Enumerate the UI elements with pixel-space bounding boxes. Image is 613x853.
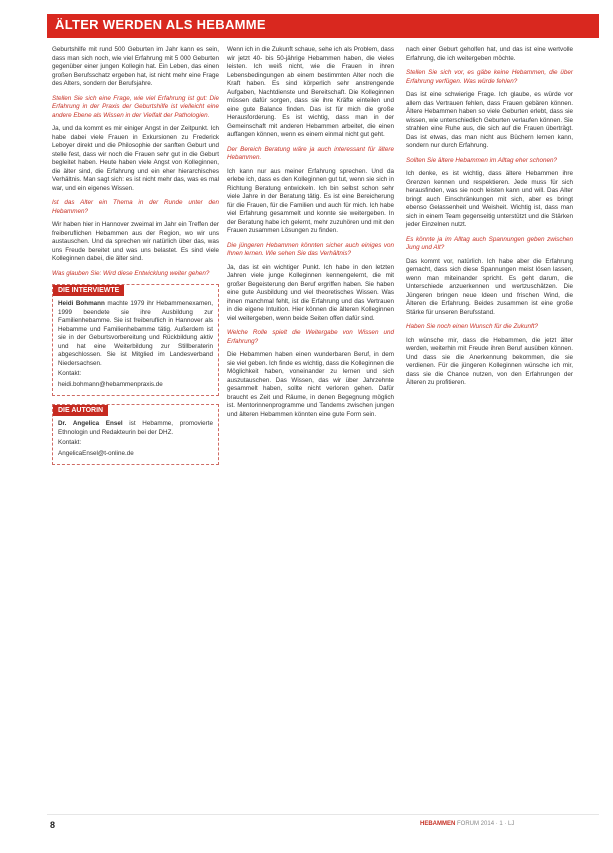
interview-question: Die jüngeren Hebammen könnten sicher auch einiges von Ihnen lernen. Wie sehen Sie das Verhältnis? [227, 241, 394, 257]
interview-question: Stellen Sie sich eine Frage, wie viel Erfahrung ist gut: Die Erfahrung in der Praxis der Geburtshilfe ist vielleicht eine andere Ebene als Wissen in der Vielfalt der Pathologien. [52, 94, 219, 119]
box-heading: DIE AUTORIN [53, 405, 108, 416]
paragraph: Die Hebammen haben einen wunderbaren Beruf, in dem sie viel geben. Ich finde es wichtig, dass die Kolleginnen die Möglichkeit haben, voneinander zu lernen und sich auszutauschen. Das Wissen, das wir über Jahrzehnte gesammelt haben, sollte nicht verloren gehen. Dafür braucht es Zeit und Räume, in denen Begegnung möglich ist. Mentorinnenprogramme und Tandems zwischen jungen und älteren Hebammen könnten eine gute Form sein. [227, 351, 394, 418]
column-2 [227, 46, 394, 425]
interview-question: Der Bereich Beratung wäre ja auch interessant für ältere Hebammen. [227, 145, 394, 161]
bio-name: Dr. Angelica Ensel [58, 420, 123, 427]
interview-question: Haben Sie noch einen Wunsch für die Zukunft? [406, 323, 538, 330]
section-header [47, 14, 599, 38]
paragraph: Ich denke, es ist wichtig, dass ältere Hebammen ihre Grenzen kennen und respektieren. Jede muss für sich herausfinden, was sie noch leisten kann und will. Das Alter bringt auch Einschränkungen mit sich, aber es bringt ebenso Gelassenheit und Weisheit. Wichtig ist, dass man sich in einem Team gegenseitig unterstützt und die Stärken jeder Einzelnen nutzt. [406, 170, 573, 228]
paragraph: Das kommt vor, natürlich. Ich habe aber die Erfahrung gemacht, dass sich diese Spannungen meist lösen lassen, wenn man miteinander spricht. Es geht darum, die Unterschiede anzuerkennen und wertzuschätzen. Die Jüngeren bringen neue Ideen und frischen Wind, die Älteren die Erfahrung. Beides zusammen ist eine große Stärke für unseren Berufsstand. [406, 257, 573, 316]
contact-email[interactable]: heidi.bohmann@hebammenpraxis.de [58, 380, 163, 388]
contact-label: Kontakt: [58, 439, 82, 446]
interview-question: Es könnte ja im Alltag auch Spannungen geben zwischen Jung und Alt? [406, 235, 573, 251]
paragraph: Wenn ich in die Zukunft schaue, sehe ich als Problem, dass wir jetzt 40- bis 50-jährige Hebammen haben, die vieles leisten. Ich weiß nicht, wie die Frauen in ihren Lebensbedingungen ab einem bestimmten Alter noch die Kraft haben. Es sind körperlich sehr anstrengende Aufgaben, Nachtdienste und Bereitschaft. Die Kolleginnen müssen dafür sorgen, dass sie ihre Kräfte einteilen und eine gute Balance finden. Das ist für mich die große Herausforderung. Es ist wichtig, dass man in der Gemeinschaft mit anderen Hebammen arbeitet, die einen auffangen können, wenn es einem einmal nicht gut geht. [227, 46, 394, 138]
column-1 [52, 46, 219, 473]
section-title: ÄLTER WERDEN ALS HEBAMME [55, 17, 266, 32]
contact-email[interactable]: AngelicaEnsel@t-online.de [58, 449, 134, 457]
interview-question: Stellen Sie sich vor, es gäbe keine Hebammen, die über Erfahrung verfügen. Was würde fehlen? [406, 69, 573, 85]
paragraph: Ich wünsche mir, dass die Hebammen, die jetzt älter werden, weiterhin mit Freude ihren Beruf ausüben können. Und dass sie die Anerkennung bekommen, die sie verdienen. Für die jüngeren Kolleginnen wünsche ich mir, dass sie die Chance nutzen, von den Erfahrungen der Älteren zu profitieren. [406, 336, 573, 386]
paragraph: nach einer Geburt geholfen hat, und das ist eine wertvolle Erfahrung, die ich weitergeben möchte. [406, 46, 573, 62]
footer-divider [47, 814, 599, 815]
box-heading: DIE INTERVIEWTE [53, 285, 124, 296]
bio-body: ist Hebamme, promovierte Ethnologin und Redakteurin bei der DHZ. [58, 420, 213, 436]
contact-label: Kontakt: [58, 370, 82, 377]
bio-body: machte 1979 ihr Hebammenexamen, 1999 beendete sie ihre Ausbildung zur Familienhebamme. Sie ist freiberuflich in Hannover als Hebamme und Familienhebamme tätig. Außerdem ist sie in der Geburtsvorbereitung und Rückbildung aktiv und hat eine Weiterbildung zur Stillberaterin abgeschlossen. Sie ist Mitglied im Landesverband Niedersachsen. [58, 300, 214, 367]
paragraph: Geburtshilfe mit rund 500 Geburten im Jahr kann es sein, dass man sich noch, wie viel Erfahrung mit 5 000 Geburten gegenüber einer jungen Kollegin hat. Ein Leben, das einen großen Berufsschatz ergeben hat, ist nicht mehr eine Frage des Alters, sondern der Berufsjahre. [52, 46, 219, 87]
paragraph: Ja, und da kommt es mir einiger Angst in der Zeitpunkt. Ich habe dabei viele Frauen in Exkursionen zu Frederick Leboyer direkt und die Philosophie der sanften Geburt und stelle fest, dass wir noch die Frauen sehr gut in die Geburt begleitet haben. Heute haben viele Angst von Kolleginnen, die älter sind, die Erfahrung und ein eher hierarchisches Verhältnis. Man sagt sich: es ist nicht mehr das, was es mal war, und ein eigenes Wissen. [52, 125, 219, 192]
paragraph: Wir haben hier in Hannover zweimal im Jahr ein Treffen der freiberuflichen Hebammen aus der Region, wo wir uns austauschen. Und da sprechen wir natürlich über das, was uns Freude bereitet und was uns belastet. Es sind viele Kolleginnen dabei, die älter sind. [52, 221, 219, 262]
interview-question: Ist das Alter ein Thema in der Runde unter den Hebammen? [52, 199, 219, 215]
interview-question: Sollten Sie ältere Hebammen im Alltag eher schonen? [406, 156, 557, 164]
author-box [52, 404, 219, 465]
interviewee-box [52, 284, 219, 396]
interview-question: Was glauben Sie: Wird diese Entwicklung weiter gehen? [52, 269, 210, 277]
interview-question: Welche Rolle spielt die Weitergabe von Wissen und Erfahrung? [227, 329, 394, 345]
magazine-footer [420, 821, 514, 827]
paragraph: Ja, das ist ein wichtiger Punkt. Ich habe in den letzten Jahren viele junge Kolleginnen kennengelernt, die mit großer Begeisterung den Beruf ergriffen haben. Sie haben eine gute Ausbildung und viel theoretisches Wissen. Was ihnen manchmal fehlt, ist die Erfahrung und das Vertrauen in die eigene Intuition. Hier können die älteren Kolleginnen viel weitergeben, wenn beide Seiten offen dafür sind. [227, 263, 394, 322]
bio-text [58, 420, 213, 437]
column-3 [406, 46, 573, 394]
paragraph: Das ist eine schwierige Frage. Ich glaube, es würde vor allem das Vertrauen fehlen, dass Frauen gebären können. Ältere Hebammen haben so viele Geburten erlebt, dass sie wissen, wie unterschiedlich Geburten verlaufen können. Sie strahlen eine Ruhe aus, die sich auf die Frauen überträgt. Das ist etwas, das man nicht aus Büchern lernen kann, sondern nur durch Erfahrung. [406, 91, 573, 149]
magazine-brand: HEBAMMEN [420, 821, 456, 827]
magazine-issue: FORUM 2014 · 1 · LJ [457, 821, 515, 827]
page-number: 8 [50, 820, 56, 830]
bio-name: Heidi Bohmann [58, 300, 105, 307]
paragraph: Ich kann nur aus meiner Erfahrung sprechen. Und da erlebe ich, dass es den Kolleginnen gut tut, wenn sie sich in Richtung Beratung entwickeln. Ich bin selbst schon sehr viele Jahre in der Beratung tätig. Es ist eine Bereicherung für die Frauen, für die Familien und auch für mich. Ich habe viel Erfahrung gesammelt und konnte sie weitergeben. In der Beratung habe ich gelernt, mehr zuzuhören und mit den Frauen zusammen Lösungen zu finden. [227, 167, 394, 234]
bio-text [58, 300, 213, 368]
